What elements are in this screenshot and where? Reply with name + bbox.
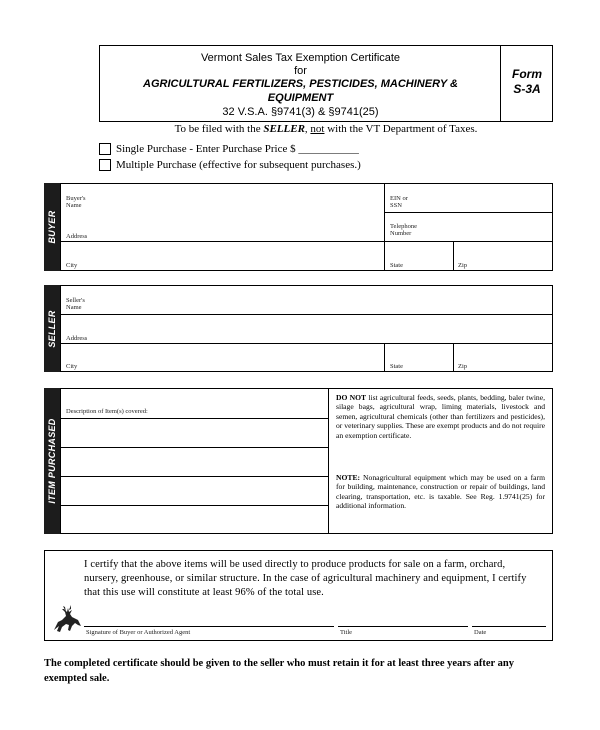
filing-not: not (310, 123, 325, 135)
filing-suffix: with the VT Department of Taxes. (324, 123, 478, 135)
seller-section-label: SELLER (47, 309, 57, 348)
form-number (501, 67, 553, 97)
buyer-phone-label-1: Telephone (390, 223, 417, 230)
do-not-list-note (336, 393, 545, 440)
date-field[interactable] (472, 605, 546, 625)
item-description-field-4[interactable] (64, 508, 326, 532)
buyer-address-field[interactable] (100, 224, 382, 238)
item-description-field-2[interactable] (64, 450, 326, 474)
seller-name-label-2: Name (66, 304, 82, 311)
certificate-subject: AGRICULTURAL FERTILIZERS, PESTICIDES, MACHINERY & (143, 78, 458, 90)
seller-state-label: State (390, 363, 403, 370)
signature-line (84, 626, 334, 627)
single-purchase-label: Single Purchase - Enter Purchase Price $ ___________ (116, 143, 359, 155)
item-description-label: Description of Item(s) covered: (66, 408, 148, 415)
seller-address-label: Address (66, 335, 88, 342)
buyer-city-label: City (66, 262, 78, 269)
date-line (472, 626, 546, 627)
title-line (338, 626, 468, 627)
multiple-purchase-checkbox[interactable] (99, 159, 111, 171)
item-description-field-3[interactable] (64, 479, 326, 503)
buyer-name-label-2: Name (66, 202, 82, 209)
seller-name-separator (60, 314, 553, 315)
seller-zip-divider (453, 343, 454, 372)
seller-state-field[interactable] (408, 353, 451, 369)
seller-name-field[interactable] (100, 296, 550, 312)
buyer-right-column-divider (384, 183, 385, 271)
do-not-text: list agricultural feeds, seeds, plants, bedding, baler twine, silage bags, agricultural wrap, liming materials, livestock and semen, agricultural chemicals (other than fertilizers and pesticides), or veterinary supplies. These are exempt products and do not require an exemption certificate. (336, 393, 545, 440)
seller-city-field[interactable] (80, 353, 382, 369)
buyer-phone-field[interactable] (425, 222, 550, 238)
buyer-address-label: Address (66, 233, 88, 240)
buyer-section-label: BUYER (47, 210, 57, 244)
note-text: Nonagricultural equipment which may be used on a farm for building, maintenance, construction or repair of buildings, land clearing, transportation, etc. is taxable. See Reg. 1.9741(25) for additional information. (336, 473, 545, 511)
single-purchase-checkbox[interactable] (99, 143, 111, 155)
seller-city-label: City (66, 363, 78, 370)
certificate-for: for (294, 65, 307, 77)
seller-address-separator (60, 343, 553, 344)
buyer-state-field[interactable] (408, 252, 451, 268)
buyer-phone-label-2: Number (390, 230, 412, 237)
form-label-code: S-3A (513, 82, 541, 96)
item-line-3 (60, 476, 328, 477)
seller-zip-label: Zip (458, 363, 468, 370)
title-field[interactable] (338, 605, 468, 625)
item-section-bar (44, 388, 60, 534)
statute-reference: 32 V.S.A. §9741(3) & §9741(25) (222, 106, 379, 118)
buyer-zip-field[interactable] (472, 252, 550, 268)
buyer-ein-label-2: SSN (390, 202, 402, 209)
buyer-zip-label: Zip (458, 262, 468, 269)
filing-instruction (99, 123, 553, 135)
certificate-subject-cont: EQUIPMENT (267, 92, 334, 104)
signature-field[interactable] (84, 605, 334, 625)
buyer-zip-divider (453, 241, 454, 271)
certification-statement: I certify that the above items will be used directly to produce products for sale on a farm, orchard, nursery, greenhouse, or similar structure. In the case of agricultural machinery and equipment, I certify that this use will constitute at least 96% of the total use. (84, 559, 527, 598)
certificate-title: Vermont Sales Tax Exemption Certificate (200, 52, 401, 64)
seller-zip-field[interactable] (472, 353, 550, 369)
buyer-city-separator (60, 241, 553, 242)
buyer-name-label-1: Buyer's (66, 195, 86, 202)
buyer-section-bar (44, 183, 60, 271)
retention-instruction: The completed certificate should be given to the seller who must retain it for at least three years after any exempted sale. (44, 658, 514, 684)
signature-label: Signature of Buyer or Authorized Agent (86, 629, 191, 636)
buyer-name-field[interactable] (100, 196, 382, 210)
header-box (99, 45, 553, 122)
item-description-field-1[interactable] (64, 421, 326, 445)
form-label-word: Form (512, 67, 542, 81)
item-line-2 (60, 447, 328, 448)
seller-name-label-1: Seller's (66, 297, 85, 304)
buyer-state-label: State (390, 262, 403, 269)
item-line-1 (60, 418, 328, 419)
item-section-label: ITEM PURCHASED (47, 418, 57, 504)
item-line-4 (60, 505, 328, 506)
filing-seller: SELLER (263, 123, 305, 135)
vermont-deer-logo (48, 600, 84, 636)
buyer-ein-label (390, 195, 408, 209)
buyer-ein-field[interactable] (410, 193, 550, 209)
note-label: NOTE: (336, 473, 361, 482)
buyer-ein-label-1: EIN or (390, 195, 408, 202)
seller-name-label (66, 297, 85, 311)
date-label: Date (474, 629, 487, 636)
seller-address-field[interactable] (100, 325, 550, 341)
filing-middle: , (304, 123, 311, 135)
buyer-phone-label (390, 223, 417, 237)
buyer-name-label (66, 195, 86, 209)
seller-section-bar (44, 285, 60, 372)
buyer-ein-separator (384, 212, 553, 213)
item-note-divider (328, 388, 329, 534)
multiple-purchase-label: Multiple Purchase (effective for subsequent purchases.) (116, 159, 361, 171)
filing-prefix: To be filed with the (174, 123, 264, 135)
seller-state-divider (384, 343, 385, 372)
title-label: Title (340, 629, 353, 636)
do-not-label: DO NOT (336, 393, 367, 402)
buyer-city-field[interactable] (80, 252, 382, 268)
nonagricultural-note (336, 473, 545, 511)
